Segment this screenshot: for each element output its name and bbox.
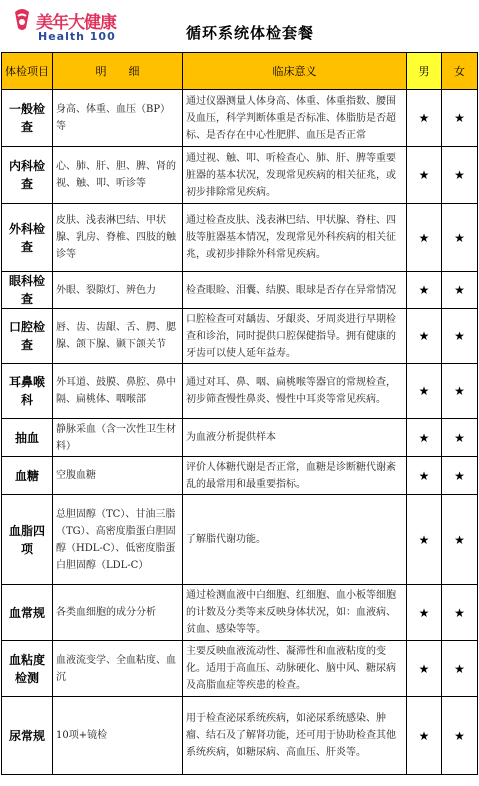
item-detail: 外眼、裂隙灯、辨色力: [53, 272, 183, 309]
brand-name-en: Health 100: [38, 30, 116, 43]
item-name: 内科检查: [2, 147, 53, 204]
male-star: ★: [407, 419, 442, 457]
column-header-item: 体检项目: [2, 53, 53, 90]
item-detail: 静脉采血（含一次性卫生材料）: [53, 419, 183, 457]
male-star: ★: [407, 309, 442, 364]
item-meaning: 通过对耳、鼻、咽、扁桃喉等器官的常规检查，初步筛查慢性鼻炎、慢性中耳炎等常见疾病。: [183, 364, 407, 419]
female-star: ★: [442, 419, 478, 457]
table-row: [2, 641, 478, 697]
item-name: 血糖: [2, 457, 53, 495]
item-detail: 血液流变学、全血粘度、血沉: [53, 641, 183, 697]
table-row: [2, 457, 478, 495]
male-star: ★: [407, 90, 442, 147]
table-row: [2, 272, 478, 309]
table-row: [2, 495, 478, 585]
male-star: ★: [407, 585, 442, 641]
table-row: [2, 90, 478, 147]
female-star: ★: [442, 309, 478, 364]
item-name: 尿常规: [2, 697, 53, 775]
item-name: 口腔检查: [2, 309, 53, 364]
item-detail: 唇、齿、齿龈、舌、腭、腮腺、颌下腺、颞下颌关节: [53, 309, 183, 364]
table-row: [2, 697, 478, 775]
item-detail: 10项+镜检: [53, 697, 183, 775]
female-star: ★: [442, 147, 478, 204]
male-star: ★: [407, 697, 442, 775]
table-row: [2, 204, 478, 272]
package-table: [1, 52, 478, 775]
table-row: [2, 364, 478, 419]
brand-logo-icon: [12, 8, 32, 32]
item-detail: 心、肺、肝、胆、脾、肾的视、触、叩、听诊等: [53, 147, 183, 204]
male-star: ★: [407, 272, 442, 309]
item-name: 血脂四项: [2, 495, 53, 585]
column-header-female: 女: [442, 53, 478, 90]
female-star: ★: [442, 457, 478, 495]
page-title: 循环系统体检套餐: [186, 24, 315, 42]
table-row: [2, 419, 478, 457]
table-row: [2, 309, 478, 364]
male-star: ★: [407, 641, 442, 697]
female-star: ★: [442, 697, 478, 775]
table-row: [2, 585, 478, 641]
male-star: ★: [407, 147, 442, 204]
item-name: 血常规: [2, 585, 53, 641]
brand-name-cn: 美年大健康: [36, 13, 116, 33]
item-name: 外科检查: [2, 204, 53, 272]
item-detail: 身高、体重、血压（BP）等: [53, 90, 183, 147]
item-meaning: 主要反映血液流动性、凝滞性和血液粘度的变化。适用于高血压、动脉硬化、脑中风、糖尿病及高脂血症等疾患的检查。: [183, 641, 407, 697]
item-detail: 各类血细胞的成分分析: [53, 585, 183, 641]
brand-logo: [10, 6, 130, 46]
male-star: ★: [407, 364, 442, 419]
item-name: 抽血: [2, 419, 53, 457]
item-detail: 皮肤、浅表淋巴结、甲状腺、乳房、脊椎、四肢的触诊等: [53, 204, 183, 272]
female-star: ★: [442, 204, 478, 272]
column-header-detail: 明 细: [53, 53, 183, 90]
item-meaning: 通过视、触、叩、听检查心、肺、肝、脾等重要脏器的基本状况，发现常见疾病的相关征兆，或初步排除常见疾病。: [183, 147, 407, 204]
item-meaning: 检查眼睑、泪囊、结膜、眼球是否存在异常情况: [183, 272, 407, 309]
header: [0, 0, 479, 52]
male-star: ★: [407, 495, 442, 585]
item-name: 血粘度检测: [2, 641, 53, 697]
item-detail: 外耳道、鼓膜、鼻腔、鼻中隔、扁桃体、咽喉部: [53, 364, 183, 419]
item-meaning: 通过仪器测量人体身高、体重、体重指数、腰围及血压，科学判断体重是否标准、体脂肪是否超标、是否存在中心性肥胖、血压是否正常: [183, 90, 407, 147]
item-meaning: 口腔检查可对龋齿、牙龈炎、牙周炎进行早期检查和诊治，同时提供口腔保健指导。拥有健康的牙齿可以使人延年益寿。: [183, 309, 407, 364]
item-meaning: 了解脂代谢功能。: [183, 495, 407, 585]
item-meaning: 通过检查皮肤、浅表淋巴结、甲状腺、脊柱、四肢等脏器基本情况，发现常见外科疾病的相关征兆，或初步排除外科常见疾病。: [183, 204, 407, 272]
female-star: ★: [442, 585, 478, 641]
female-star: ★: [442, 641, 478, 697]
item-detail: 空腹血糖: [53, 457, 183, 495]
item-meaning: 用于检查泌尿系统疾病，如泌尿系统感染、肿瘤、结石及了解肾功能，还可用于协助检查其他系统疾病，如糖尿病、高血压、肝炎等。: [183, 697, 407, 775]
female-star: ★: [442, 90, 478, 147]
male-star: ★: [407, 457, 442, 495]
item-name: 眼科检查: [2, 272, 53, 309]
table-row: [2, 147, 478, 204]
column-header-meaning: 临床意义: [183, 53, 407, 90]
item-meaning: 评价人体糖代谢是否正常，血糖是诊断糖代谢紊乱的最常用和最重要指标。: [183, 457, 407, 495]
column-header-male: 男: [407, 53, 442, 90]
item-detail: 总胆固醇（TC）、甘油三脂（TG）、高密度脂蛋白胆固醇（HDL-C）、低密度脂蛋白胆固醇（LDL-C）: [53, 495, 183, 585]
female-star: ★: [442, 495, 478, 585]
female-star: ★: [442, 364, 478, 419]
item-name: 耳鼻喉科: [2, 364, 53, 419]
item-meaning: 为血液分析提供样本: [183, 419, 407, 457]
male-star: ★: [407, 204, 442, 272]
table-header-row: [2, 53, 478, 90]
item-name: 一般检查: [2, 90, 53, 147]
female-star: ★: [442, 272, 478, 309]
item-meaning: 通过检测血液中白细胞、红细胞、血小板等细胞的计数及分类等来反映身体状况，如：血液病、贫血、感染等等。: [183, 585, 407, 641]
